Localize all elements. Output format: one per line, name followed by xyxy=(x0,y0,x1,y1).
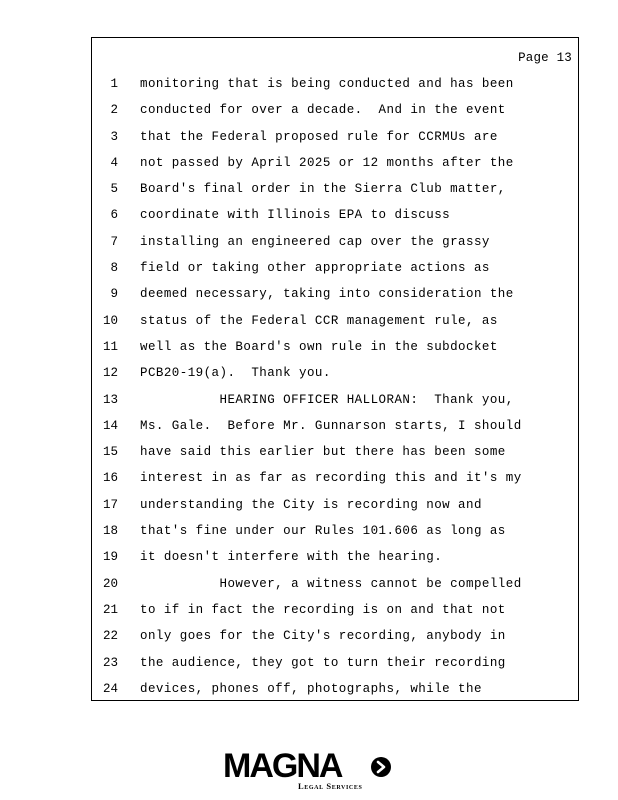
line-number: 6 xyxy=(110,208,118,223)
line-number: 19 xyxy=(102,550,118,565)
line-text: Ms. Gale. Before Mr. Gunnarson starts, I should xyxy=(140,418,522,433)
transcript-line xyxy=(92,154,578,180)
line-number: 12 xyxy=(102,366,118,381)
line-text: conducted for over a decade. And in the event xyxy=(140,103,506,118)
line-number: 18 xyxy=(102,524,118,539)
transcript-line xyxy=(92,680,578,706)
line-number: 17 xyxy=(102,497,118,512)
transcript-line xyxy=(92,259,578,285)
arrow-circle-icon xyxy=(370,756,392,778)
transcript-line xyxy=(92,338,578,364)
transcript-line xyxy=(92,312,578,338)
transcript-line xyxy=(92,627,578,653)
line-text: PCB20-19(a). Thank you. xyxy=(140,366,331,381)
logo-subtitle: Legal Services xyxy=(298,781,363,791)
transcript-line xyxy=(92,522,578,548)
line-number: 8 xyxy=(110,261,118,276)
transcript-page xyxy=(91,37,579,701)
line-text: interest in as far as recording this and it's my xyxy=(140,471,522,486)
transcript-line xyxy=(92,75,578,101)
line-text: devices, phones off, photographs, while the xyxy=(140,681,482,696)
transcript-line xyxy=(92,206,578,232)
line-text: HEARING OFFICER HALLORAN: Thank you, xyxy=(140,392,514,407)
line-text: Board's final order in the Sierra Club matter, xyxy=(140,182,506,197)
line-text: that's fine under our Rules 101.606 as long as xyxy=(140,524,506,539)
line-text: that the Federal proposed rule for CCRMUs are xyxy=(140,129,498,144)
transcript-line xyxy=(92,575,578,601)
line-number: 4 xyxy=(110,155,118,170)
logo-wordmark: MAGNA xyxy=(223,747,342,785)
line-number: 13 xyxy=(102,392,118,407)
transcript-line xyxy=(92,285,578,311)
line-text: not passed by April 2025 or 12 months after the xyxy=(140,155,514,170)
line-text: installing an engineered cap over the grassy xyxy=(140,234,490,249)
line-number: 7 xyxy=(110,234,118,249)
transcript-line xyxy=(92,101,578,127)
transcript-line xyxy=(92,443,578,469)
line-number: 14 xyxy=(102,418,118,433)
line-number: 20 xyxy=(102,576,118,591)
line-number: 9 xyxy=(110,287,118,302)
transcript-line xyxy=(92,180,578,206)
line-text: However, a witness cannot be compelled xyxy=(140,576,522,591)
transcript-line xyxy=(92,128,578,154)
line-number: 5 xyxy=(110,182,118,197)
line-text: monitoring that is being conducted and has been xyxy=(140,77,514,91)
transcript-line xyxy=(92,417,578,443)
transcript-line xyxy=(92,391,578,417)
line-number: 11 xyxy=(102,339,118,354)
line-text: to if in fact the recording is on and that not xyxy=(140,602,506,617)
line-number: 21 xyxy=(102,602,118,617)
line-text: field or taking other appropriate actions as xyxy=(140,261,490,276)
transcript-line xyxy=(92,233,578,259)
transcript-line xyxy=(92,601,578,627)
line-text: well as the Board's own rule in the subdocket xyxy=(140,339,498,354)
line-number: 1 xyxy=(110,77,118,91)
line-text: only goes for the City's recording, anybody in xyxy=(140,629,506,644)
line-text: deemed necessary, taking into consideration the xyxy=(140,287,514,302)
transcript-line xyxy=(92,469,578,495)
line-text: have said this earlier but there has been some xyxy=(140,445,506,460)
line-text: it doesn't interfere with the hearing. xyxy=(140,550,443,565)
line-text: status of the Federal CCR management rule, as xyxy=(140,313,498,328)
transcript-line xyxy=(92,496,578,522)
line-number: 24 xyxy=(102,681,118,696)
transcript-line xyxy=(92,548,578,574)
line-number: 23 xyxy=(102,655,118,670)
line-number: 3 xyxy=(110,129,118,144)
page-number: Page 13 xyxy=(518,51,572,65)
transcript-lines xyxy=(92,75,578,706)
line-text: coordinate with Illinois EPA to discuss xyxy=(140,208,451,223)
line-number: 10 xyxy=(102,313,118,328)
line-number: 22 xyxy=(102,629,118,644)
line-number: 16 xyxy=(102,471,118,486)
line-number: 2 xyxy=(110,103,118,118)
line-text: understanding the City is recording now and xyxy=(140,497,482,512)
transcript-line xyxy=(92,654,578,680)
line-text: the audience, they got to turn their recording xyxy=(140,655,506,670)
transcript-line xyxy=(92,364,578,390)
line-number: 15 xyxy=(102,445,118,460)
magna-logo xyxy=(223,748,398,794)
